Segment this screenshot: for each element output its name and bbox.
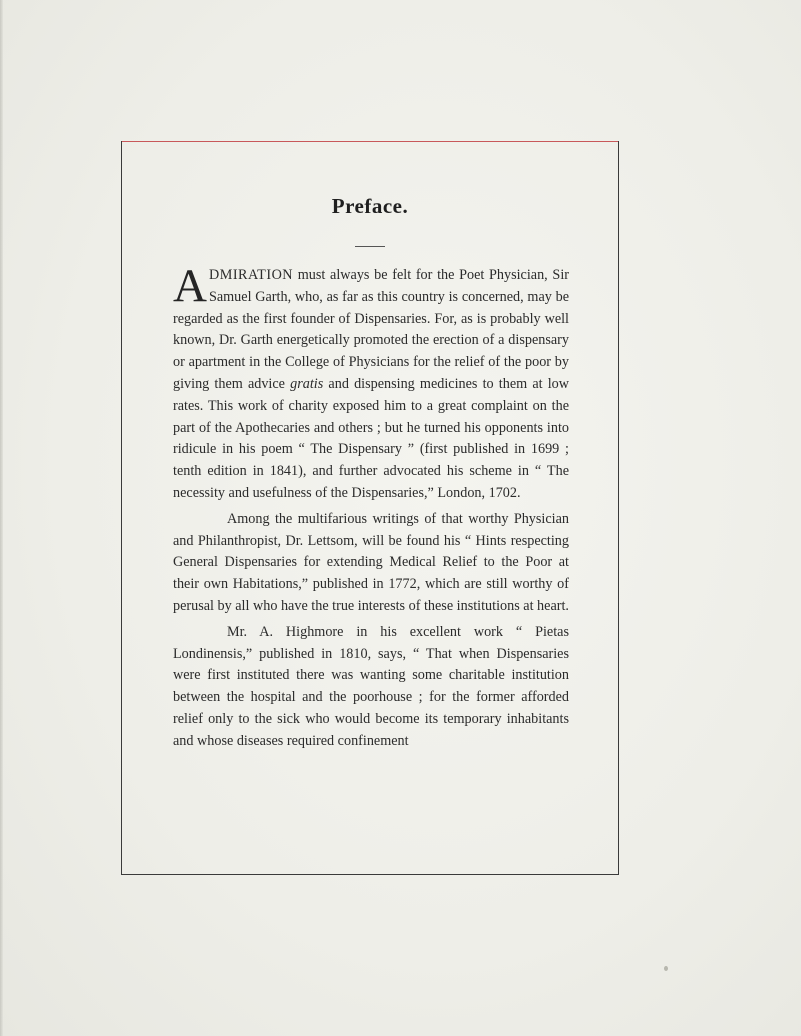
frame-right-border xyxy=(618,141,619,875)
paragraph-2: Among the multifarious writings of that worthy Physician and Philanthropist, Dr. Lettsom, will be found his “ Hints respecting General Dispensaries for extending Medical Relief to the Poor at their own Habitations,” published in 1772, which are still worthy of perusal by all who have the true interests of these institutions at heart. xyxy=(173,510,569,614)
page-edge-shadow xyxy=(0,0,3,1036)
title-divider xyxy=(355,246,385,247)
paragraph-1-text-continued: and dispensing medicines to them at low rates. This work of charity exposed him to a great complaint on the part of the Apothecaries and others ; but he turned his opponents into ridicule in his poem “ The Dispensary ” (first published in 1699 ; tenth edition in 1841), and further advocated his scheme in “ The necessity and usefulness of the Dispensaries,” London, 1702. xyxy=(173,375,570,501)
paragraph-1-text: must always be felt for the Poet Physician, Sir Samuel Garth, who, as far as this country is concerned, may be regarded as the first founder of Dispensaries. For, as is probably well known, Dr. Garth energetically promoted the erection of a dispensary or apartment in the College of Physicians for the relief of the poor by giving them advice xyxy=(173,267,569,392)
paper-speck xyxy=(664,966,668,971)
opening-word: DMIRATION xyxy=(208,267,294,283)
page-title: Preface. xyxy=(331,194,409,218)
frame-bottom-border xyxy=(121,874,619,875)
frame-top-border xyxy=(121,141,619,142)
paragraph-3: Mr. A. Highmore in his excellent work “ Pietas Londinensis,” published in 1810, says, “ That when Dispensaries were first instituted there was wanting some charitable institution between the hospital and the poorhouse ; for the former afforded relief only to the sick who would become its temporary inhabitants and whose diseases required confinement xyxy=(173,623,569,749)
emphasis-gratis: gratis xyxy=(290,375,324,392)
frame-left-border xyxy=(121,141,122,875)
drop-cap-letter: A xyxy=(173,260,207,312)
preface-body xyxy=(173,260,570,757)
paragraph-1 xyxy=(173,260,570,505)
